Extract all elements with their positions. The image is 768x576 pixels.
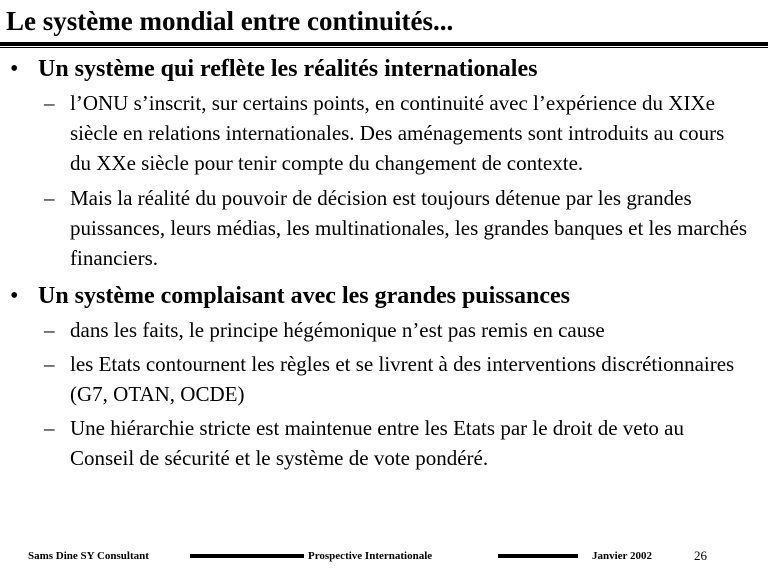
footer-date: Janvier 2002: [592, 550, 652, 562]
bullet-item-2: [0, 281, 768, 311]
slide-footer: [0, 548, 768, 568]
sub-item-text: l’ONU s’inscrit, sur certains points, en continuité avec l’expérience du XIXe siècle en relations internationales. Des aménagements sont introduits au cours du XXe siècle pour tenir compte du changement de contexte.: [70, 91, 725, 175]
sub-item-2-1: [0, 315, 768, 345]
dash-icon: –: [44, 318, 55, 342]
footer-author: Sams Dine SY Consultant: [28, 550, 149, 562]
slide-title: Le système mondial entre continuités...: [6, 6, 454, 36]
sub-item-2-2: [0, 349, 768, 409]
bullet-text: Un système complaisant avec les grandes puissances: [38, 283, 570, 309]
footer-divider: [190, 554, 304, 558]
sub-item-2-3: [0, 413, 768, 473]
page-number: 26: [694, 548, 707, 563]
sub-item-text: Mais la réalité du pouvoir de décision est toujours détenue par les grandes puissances, leurs médias, les multinationales, les grandes banques et les marchés financiers.: [70, 186, 748, 270]
sub-item-1-2: [0, 183, 768, 273]
bullet-icon: •: [10, 56, 19, 82]
sub-item-1-1: [0, 88, 768, 178]
sub-item-text: dans les faits, le principe hégémonique n’est pas remis en cause: [70, 318, 605, 342]
footer-divider: [498, 554, 578, 558]
dash-icon: –: [44, 91, 55, 115]
bullet-icon: •: [10, 283, 19, 309]
title-underline: [0, 42, 768, 48]
sub-item-text: les Etats contournent les règles et se livrent à des interventions discrétionnaires (G7, OTAN, OCDE): [70, 352, 735, 406]
slide-content: [0, 52, 768, 473]
sub-item-text: Une hiérarchie stricte est maintenue entre les Etats par le droit de veto au Conseil de sécurité et le système de vote pondéré.: [70, 416, 684, 470]
bullet-text: Un système qui reflète les réalités internationales: [38, 56, 538, 82]
bullet-item-1: [0, 54, 768, 84]
dash-icon: –: [44, 352, 55, 376]
dash-icon: –: [44, 186, 55, 210]
footer-title: Prospective Internationale: [308, 550, 433, 562]
dash-icon: –: [44, 416, 55, 440]
